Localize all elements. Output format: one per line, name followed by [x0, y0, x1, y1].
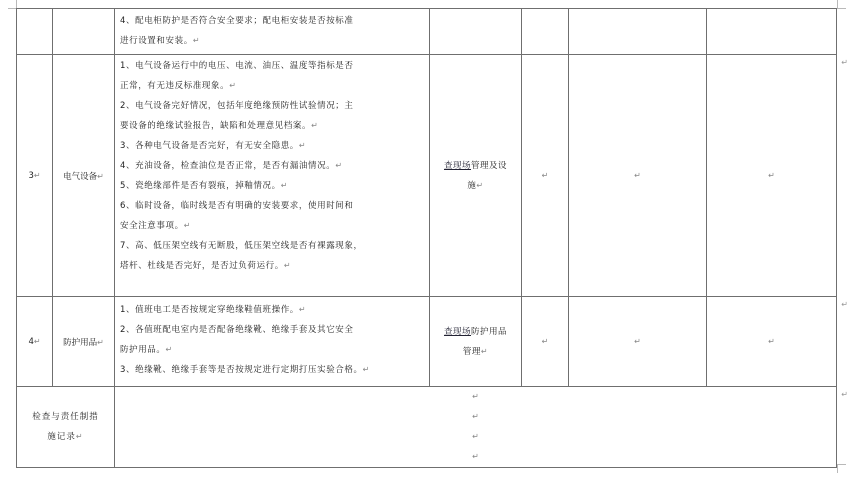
paragraph-mark-icon: ↵ — [165, 345, 173, 354]
paragraph-mark-icon: ↵ — [97, 337, 104, 347]
item-cell: 电气设备↵ — [53, 55, 115, 297]
page-corner-mark-bottom-right — [837, 464, 846, 473]
content-line: 2、电气设备完好情况，包括年度绝缘预防性试验情况；主 — [120, 101, 354, 111]
record-label: 施记录↵ — [47, 431, 84, 442]
content-line: 安全注意事项。↵ — [120, 221, 192, 231]
paragraph-mark-icon: ↵ — [768, 336, 775, 346]
content-cell — [115, 55, 430, 297]
paragraph-mark-icon: ↵ — [335, 161, 343, 170]
method-cell — [430, 9, 522, 55]
no-cell: 3↵ — [17, 55, 53, 297]
paragraph-mark-icon: ↵ — [283, 261, 292, 270]
paragraph-mark-icon: ↵ — [75, 431, 84, 441]
method-text: 查现场管理及设 — [443, 160, 508, 171]
table-row-continuation — [17, 9, 837, 55]
method-cell — [430, 55, 522, 297]
paragraph-mark-icon: ↵ — [33, 170, 41, 180]
paragraph-mark-icon: ↵ — [33, 336, 41, 346]
row-end-mark-icon: ↵ — [841, 300, 848, 309]
paragraph-mark-icon: ↵ — [183, 221, 192, 230]
paragraph-mark-icon: ↵ — [472, 452, 479, 461]
content-line: 防护用品。↵ — [120, 345, 173, 355]
result-cell — [522, 55, 569, 297]
result-cell — [522, 9, 569, 55]
row-end-mark-icon: ↵ — [841, 390, 848, 399]
content-line: 正常，有无违反标准现象。↵ — [120, 81, 237, 91]
record-content-cell[interactable] — [115, 387, 837, 468]
paragraph-mark-icon: ↵ — [768, 170, 775, 180]
record-label: 检查与责任制措 — [32, 411, 99, 422]
paragraph-mark-icon: ↵ — [472, 412, 479, 421]
paragraph-mark-icon: ↵ — [541, 170, 549, 180]
content-line: 1、电气设备运行中的电压、电流、油压、温度等指标是否 — [120, 61, 354, 71]
paragraph-mark-icon: ↵ — [311, 121, 319, 130]
note-cell — [707, 9, 837, 55]
no-cell: 4↵ — [17, 297, 53, 387]
no-cell — [17, 9, 53, 55]
page-corner-mark-top-right — [837, 0, 846, 9]
content-line: 塔杆、杜线是否完好，是否过负荷运行。↵ — [120, 261, 292, 271]
check-site-link[interactable]: 查现场 — [443, 326, 471, 337]
paragraph-mark-icon: ↵ — [192, 36, 201, 45]
item-cell — [53, 9, 115, 55]
table-row-inspection-record — [17, 387, 837, 468]
table-row-electrical-equipment — [17, 55, 837, 297]
paragraph-mark-icon: ↵ — [362, 365, 370, 374]
content-line: 4、充油设备，检查油位是否正常，是否有漏油情况。↵ — [120, 161, 343, 171]
paragraph-mark-icon: ↵ — [280, 181, 289, 190]
paragraph-mark-icon: ↵ — [298, 305, 307, 314]
note-cell — [707, 55, 837, 297]
check-site-link[interactable]: 查现场 — [443, 160, 471, 171]
problem-cell — [569, 55, 707, 297]
content-line: 7、高、低压架空线有无断股，低压架空线是否有裸露现象， — [120, 241, 363, 251]
table-row-protective-equipment — [17, 297, 837, 387]
method-cell — [430, 297, 522, 387]
method-text: 查现场防护用品 — [443, 326, 508, 337]
row-end-mark-icon: ↵ — [841, 58, 848, 67]
problem-cell — [569, 9, 707, 55]
content-line: 1、值班电工是否按规定穿绝缘鞋值班操作。↵ — [120, 305, 307, 315]
content-line: 5、瓷绝缘部件是否有裂痕，掉釉情况。↵ — [120, 181, 289, 191]
paragraph-mark-icon: ↵ — [472, 432, 479, 441]
paragraph-mark-icon: ↵ — [634, 336, 641, 346]
problem-cell — [569, 297, 707, 387]
record-label-cell — [17, 387, 115, 468]
content-cell — [115, 297, 430, 387]
content-line: 2、各值班配电室内是否配备绝缘靴、绝缘手套及其它安全 — [120, 325, 354, 335]
content-line: 3、绝缘靴、绝缘手套等是否按规定进行定期打压实验合格。↵ — [120, 365, 370, 375]
note-cell — [707, 297, 837, 387]
paragraph-mark-icon: ↵ — [634, 170, 641, 180]
paragraph-mark-icon: ↵ — [298, 141, 307, 150]
paragraph-mark-icon: ↵ — [229, 81, 237, 90]
paragraph-mark-icon: ↵ — [476, 180, 484, 190]
content-line: 进行设置和安装。↵ — [120, 36, 201, 46]
content-line: 4、配电柜防护是否符合安全要求；配电柜安装是否按标准 — [120, 16, 354, 26]
method-text: 管理↵ — [462, 346, 489, 357]
content-line: 3、各种电气设备是否完好，有无安全隐患。↵ — [120, 141, 307, 151]
content-cell — [115, 9, 430, 55]
paragraph-mark-icon: ↵ — [480, 346, 489, 356]
paragraph-mark-icon: ↵ — [97, 171, 104, 181]
result-cell — [522, 297, 569, 387]
method-text: 施↵ — [467, 180, 484, 191]
paragraph-mark-icon: ↵ — [472, 392, 479, 401]
item-cell: 防护用品↵ — [53, 297, 115, 387]
paragraph-mark-icon: ↵ — [541, 336, 549, 346]
content-line: 要设备的绝缘试验报告，缺陷和处理意见档案。↵ — [120, 121, 319, 131]
safety-check-table — [16, 8, 837, 468]
content-line: 6、临时设备，临时线是否有明确的安装要求，使用时间和 — [120, 201, 354, 211]
